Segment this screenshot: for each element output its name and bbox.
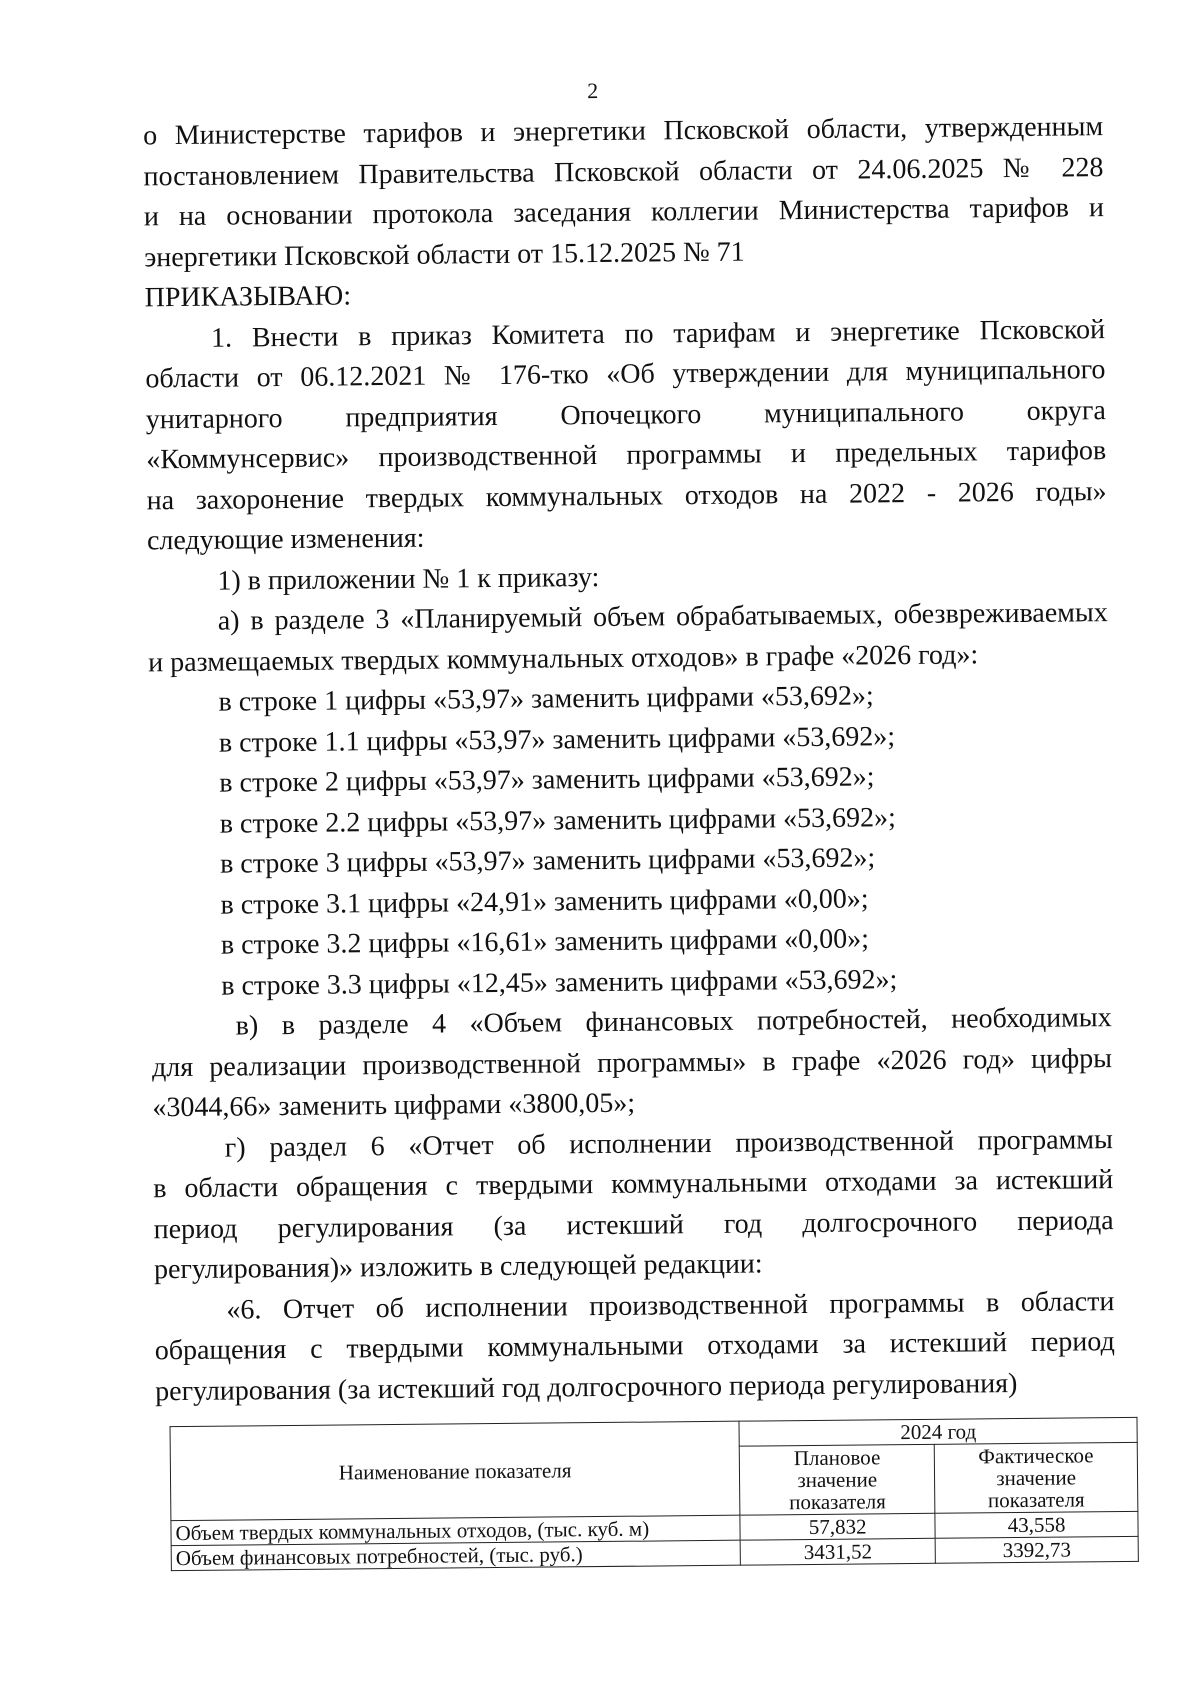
text-line: в строке 3.1 цифры «24,91» заменить цифрами «0,00»; — [220, 882, 869, 921]
text-line: период регулирования (за истекший год долгосрочного периода — [153, 1204, 1114, 1245]
text-line: «6. Отчет об исполнении производственной программы в области — [226, 1285, 1115, 1326]
text-line: на захоронение твердых коммунальных отходов на 2022 - 2026 годы» — [146, 475, 1107, 516]
header-line: значение — [797, 1467, 878, 1493]
table-header-name: Наименование показателя — [170, 1421, 740, 1520]
table-header-plan — [740, 1444, 935, 1515]
text-line: обращения с твердыми коммунальными отходами за истекший период — [154, 1326, 1115, 1367]
text-line: регулирования)» изложить в следующей редакции: — [153, 1248, 763, 1286]
document-body — [143, 107, 1115, 1412]
header-line: показателя — [789, 1489, 886, 1515]
text-line: «3044,66» заменить цифрами «3800,05»; — [152, 1087, 636, 1124]
text-line: в) в разделе 4 «Объем финансовых потребностей, необходимых — [235, 1002, 1112, 1042]
row-name: Объем твердых коммунальных отходов, (тыс. куб. м) — [171, 1515, 740, 1545]
header-line: показателя — [987, 1487, 1085, 1513]
order-heading: ПРИКАЗЫВАЮ: — [144, 280, 352, 314]
text-line: регулирования (за истекший год долгосрочного периода регулирования) — [155, 1367, 1018, 1407]
row-plan-value: 3431,52 — [740, 1538, 935, 1565]
text-line: и на основании протокола заседания коллегии Министерства тарифов и — [143, 192, 1105, 233]
header-line: Плановое — [793, 1445, 881, 1471]
text-line: в строке 1.1 цифры «53,97» заменить цифрами «53,692»; — [218, 720, 896, 759]
table-header-year: 2024 год — [739, 1417, 1137, 1446]
row-fact-value: 43,558 — [935, 1511, 1138, 1538]
text-line: для реализации производственной программы» в графе «2026 год» цифры — [151, 1042, 1113, 1083]
text-line: в строке 3 цифры «53,97» заменить цифрами «53,692»; — [219, 842, 876, 880]
row-plan-value: 57,832 — [740, 1513, 935, 1540]
text-line: в строке 1 цифры «53,97» заменить цифрами «53,692»; — [218, 680, 874, 718]
text-line: а) в разделе 3 «Планируемый объем обрабатываемых, обезвреживаемых — [217, 597, 1108, 637]
header-line: Фактическое — [978, 1443, 1094, 1469]
text-line: и размещаемых твердых коммунальных отходов» в графе «2026 год»: — [148, 638, 979, 678]
page-number: 2 — [587, 77, 599, 104]
header-line: значение — [996, 1465, 1077, 1491]
table-header-fact — [934, 1442, 1138, 1513]
row-name: Объем финансовых потребностей, (тыс. руб.) — [171, 1540, 740, 1570]
text-line: г) раздел 6 «Отчет об исполнении производственной программы — [224, 1123, 1113, 1164]
text-line: в области обращения с твердыми коммунальными отходами за истекший — [153, 1164, 1114, 1205]
text-line: в строке 3.2 цифры «16,61» заменить цифрами «0,00»; — [220, 923, 870, 961]
text-line: в строке 3.3 цифры «12,45» заменить цифрами «53,692»; — [221, 963, 898, 1002]
report-table — [170, 1417, 1139, 1571]
text-line: о Министерстве тарифов и энергетики Псковской области, утвержденным — [142, 111, 1104, 152]
text-line: энергетики Псковской области от 15.12.2025 № 71 — [144, 236, 745, 273]
text-line: 1. Внести в приказ Комитета по тарифам и энергетике Псковской — [210, 313, 1106, 354]
text-line: 1) в приложении № 1 к приказу: — [217, 561, 600, 597]
text-line: унитарного предприятия Опочецкого муниципального округа — [145, 394, 1106, 435]
text-line: в строке 2 цифры «53,97» заменить цифрами «53,692»; — [219, 761, 875, 799]
text-line: в строке 2.2 цифры «53,97» заменить цифрами «53,692»; — [219, 801, 896, 840]
text-line: «Коммунсервис» производственной программы и предельных тарифов — [146, 435, 1107, 476]
text-line: постановлением Правительства Псковской области от 24.06.2025 № 228 — [143, 151, 1104, 192]
row-fact-value: 3392,73 — [935, 1536, 1138, 1563]
text-line: области от 06.12.2021 № 176-тко «Об утверждении для муниципального — [145, 354, 1106, 395]
text-line: следующие изменения: — [146, 522, 425, 557]
